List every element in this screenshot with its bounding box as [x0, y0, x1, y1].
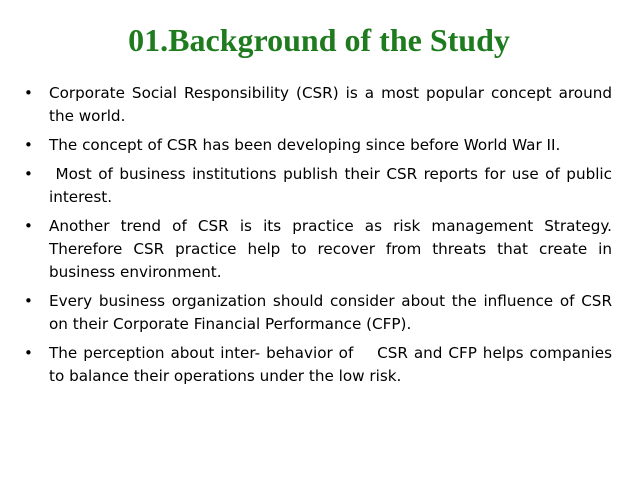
bullet-text: The concept of CSR has been developing since before World War II. [49, 136, 561, 154]
bullet-dot-icon: • [24, 136, 33, 154]
bullet-text: Another trend of CSR is its practice as risk management Strategy. Therefore CSR practice help to recover from threats that create in business environment. [49, 217, 612, 281]
bullet-text: Corporate Social Responsibility (CSR) is a most popular concept around the world. [49, 84, 612, 125]
bullet-item-5 [22, 290, 612, 336]
bullet-item-1 [22, 82, 612, 128]
bullet-text: The perception about inter- behavior of CSR and CFP helps companies to balance their operations under the low risk. [49, 344, 617, 385]
bullet-dot-icon: • [24, 217, 33, 235]
slide-title: 01.Background of the Study [128, 22, 510, 58]
bullet-dot-icon: • [24, 292, 33, 310]
bullet-dot-icon: • [24, 344, 33, 362]
bullet-dot-icon: • [24, 165, 33, 183]
bullet-item-4 [22, 215, 612, 284]
bullet-item-3 [22, 163, 617, 209]
bullet-list [22, 82, 617, 394]
bullet-text: Most of business institutions publish their CSR reports for use of public interest. [49, 165, 617, 206]
bullet-item-2 [22, 134, 612, 157]
bullet-dot-icon: • [24, 84, 33, 102]
bullet-text: Every business organization should consider about the influence of CSR on their Corporate Financial Performance (CFP). [49, 292, 612, 333]
bullet-item-6 [22, 342, 617, 388]
